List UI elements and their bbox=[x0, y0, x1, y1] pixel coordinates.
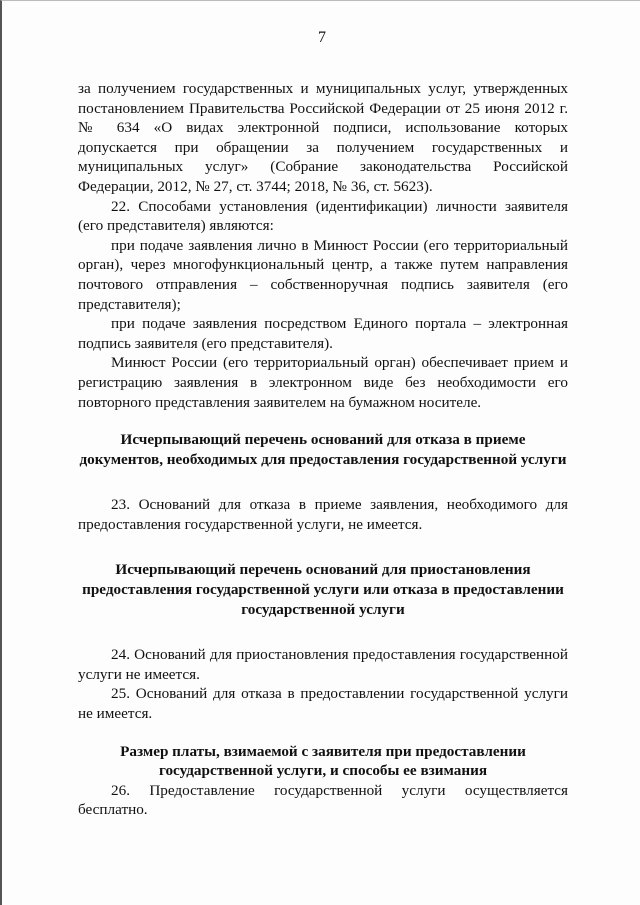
page-number: 7 bbox=[318, 29, 326, 46]
paragraph-26: 26. Предоставление государственной услуги осуществляется бесплатно. bbox=[78, 781, 568, 819]
section-heading-fee: Размер платы, взимаемой с заявителя при предоставлении государственной услуги, и способы ее взимания bbox=[120, 742, 526, 780]
document-body bbox=[78, 79, 568, 820]
paragraph-25: 25. Оснований для отказа в предоставлении государственной услуги не имеется. bbox=[78, 685, 568, 723]
paragraph-24: 24. Оснований для приостановления предоставления государственной услуги не имеется. bbox=[78, 646, 568, 683]
paragraph-22: 22. Способами установления (идентификации) личности заявителя (его представителя) являются: bbox=[78, 197, 568, 235]
paragraph-portal: при подаче заявления посредством Единого портала – электронная подпись заявителя (его представителя). bbox=[78, 315, 568, 352]
section-heading-refusal-acceptance: Исчерпывающий перечень оснований для отказа в приеме документов, необходимых для предоставления государственной услуги bbox=[79, 431, 567, 468]
paragraph-continuation: за получением государственных и муниципальных услуг, утвержденных постановлением Правительства Российской Федерации от 25 июня 2012 г. № 634 «О видах электронной подписи, использование которых допускается при обращении за получением государственных и муниципальных услуг» (Собрание законодательства Российской Федерации, 2012, № 27, ст. 3744; 2018, № 36, ст. 5623). bbox=[78, 80, 568, 195]
paragraph-electronic: Минюст России (его территориальный орган) обеспечивает прием и регистрацию заявления в электронном виде без необходимости его повторного представления заявителем на бумажном носителе. bbox=[78, 354, 568, 411]
paragraph-in-person: при подаче заявления лично в Минюст России (его территориальный орган), через многофункциональный центр, а также путем направления почтового отправления – собственноручная подпись заявителя (его представителя); bbox=[78, 236, 568, 313]
paragraph-23: 23. Оснований для отказа в приеме заявления, необходимого для предоставления государственной услуги, не имеется. bbox=[78, 496, 568, 533]
section-heading-suspension-refusal: Исчерпывающий перечень оснований для приостановления предоставления государственной услуги или отказа в предоставлении государственной услуги bbox=[82, 561, 564, 618]
